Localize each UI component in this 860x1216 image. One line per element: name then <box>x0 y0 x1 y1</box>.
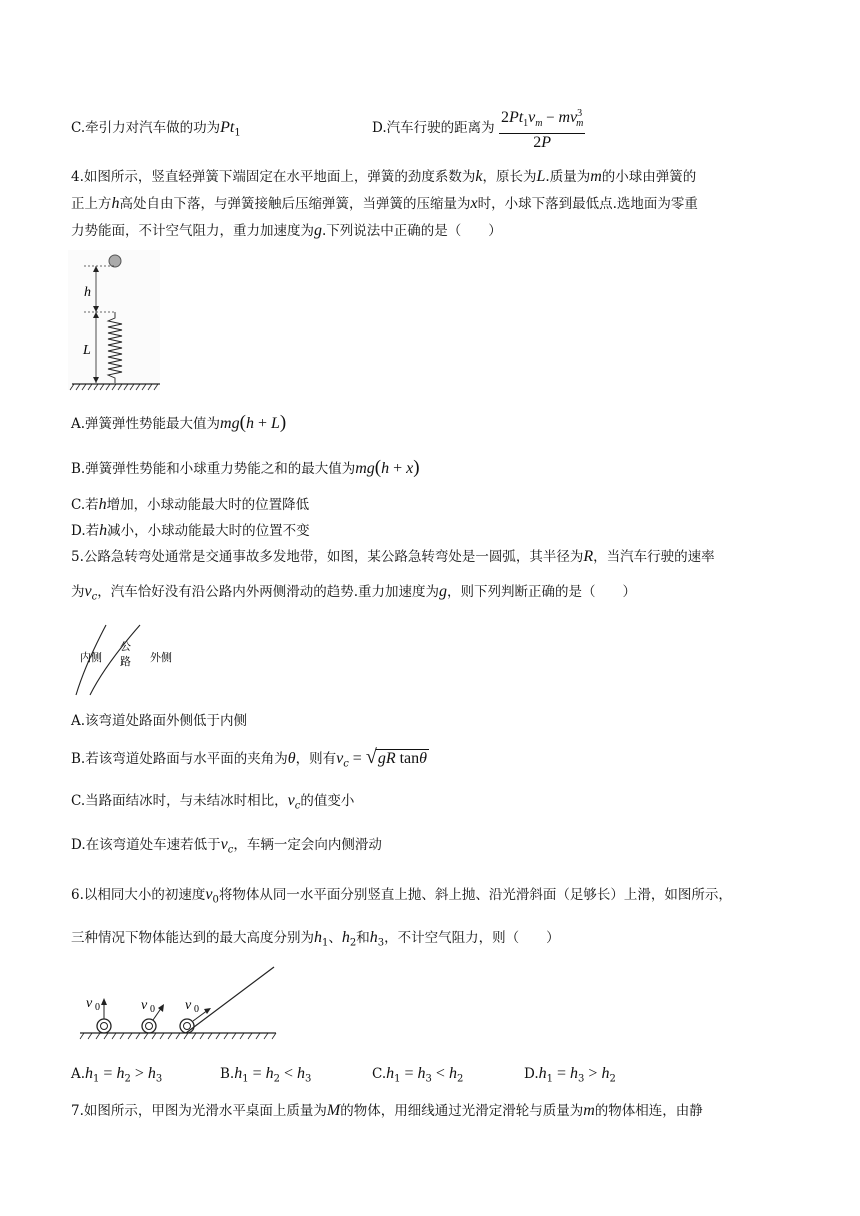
q4-option-a: A.弹簧弹性势能最大值为mg(h + L) <box>71 412 287 433</box>
q4-stem-line1: 4.如图所示，竖直轻弹簧下端固定在水平地面上，弹簧的劲度系数为k，原长为L.质量为m的小球由弹簧的 <box>71 168 697 185</box>
q5-stem-line1: 5.公路急转弯处通常是交通事故多发地带，如图，某公路急转弯处是一圆弧，其半径为R，当汽车行驶的速率 <box>71 548 715 565</box>
ball-icon <box>109 255 121 267</box>
q7-stem-line1: 7.如图所示，甲图为光滑水平桌面上质量为M的物体，用细线通过光滑定滑轮与质量为m的物体相连，由静 <box>71 1102 703 1119</box>
ball-icon <box>142 1019 156 1033</box>
fig-inner-label: 内侧 <box>80 651 102 664</box>
ball-icon <box>97 1019 111 1033</box>
three-throws-figure <box>76 963 281 1043</box>
fig-road-label-2: 路 <box>120 655 131 668</box>
fig-v0-label-3: v <box>185 998 192 1013</box>
q4-stem-line3: 力势能面，不计空气阻力，重力加速度为g.下列说法中正确的是（ ） <box>71 222 502 239</box>
fig-L-label: L <box>83 343 91 358</box>
ball-icon <box>180 1019 194 1033</box>
road-curve-figure <box>70 617 190 702</box>
q4-option-d: D.若h减小，小球动能最大时的位置不变 <box>71 522 310 539</box>
q4-option-c: C.若h增加，小球动能最大时的位置降低 <box>71 496 310 513</box>
svg-text:0: 0 <box>194 1004 199 1015</box>
distance-formula: $\frac{2Pt_1v_m - mv^3_m}{2P}$ <box>499 105 585 152</box>
q5-stem-line2: 为$v_c$，汽车恰好没有沿公路内外两侧滑动的趋势.重力加速度为g，则下列判断正确的是（ ） <box>71 583 637 603</box>
q3-option-d: D.汽车行驶的距离为 $\frac{2Pt_1v_m - mv^3_m}{2P}$ <box>372 104 585 152</box>
fig-outer-label: 外侧 <box>150 651 172 664</box>
q6-option-c: $C.h_1 = h_3 < h_2$ <box>372 1065 464 1085</box>
q6-stem-line1: 6.以相同大小的初速度$v_0$将物体从同一水平面分别竖直上抛、斜上抛、沿光滑斜面（足够长）上滑，如图所示， <box>71 886 732 906</box>
svg-text:0: 0 <box>150 1004 155 1015</box>
q5-option-c: C.当路面结冰时，与未结冰时相比，$v_c$的值变小 <box>71 792 355 812</box>
fig-h-label: h <box>84 285 91 300</box>
q5-option-d: D.在该弯道处车速若低于$v_c$，车辆一定会向内侧滑动 <box>71 836 382 856</box>
fig-v0-label-2: v <box>141 998 148 1013</box>
q6-option-d: $D.h_1 = h_3 > h_2$ <box>524 1065 616 1085</box>
q4-stem-line2: 正上方h高处自由下落，与弹簧接触后压缩弹簧，当弹簧的压缩量为x时，小球下落到最低点.选地面为零重 <box>71 195 698 212</box>
q5-option-a: A.该弯道处路面外侧低于内侧 <box>71 713 248 729</box>
q6-option-a: $A.h_1 = h_2 > h_3$ <box>71 1065 163 1085</box>
fig-v0-label-1: v <box>86 996 93 1011</box>
q3-option-c: C.牵引力对汽车做的功为$Pt_1$ <box>71 119 241 139</box>
svg-text:0: 0 <box>95 1002 100 1013</box>
q6-option-b: $B.h_1 = h_2 < h_3$ <box>220 1065 312 1085</box>
q6-stem-line2: 三种情况下物体能达到的最大高度分别为$h_1$、$h_2$和$h_3$，不计空气阻力，则（ ） <box>71 929 560 949</box>
fig-road-label-1: 公 <box>120 640 131 653</box>
q4-option-b: B.弹簧弹性势能和小球重力势能之和的最大值为mg(h + x) <box>71 457 420 478</box>
q5-option-b: B.若该弯道处路面与水平面的夹角为θ，则有$v_c = √gR$ tanθ <box>71 746 427 770</box>
spring-ball-figure <box>68 250 168 395</box>
